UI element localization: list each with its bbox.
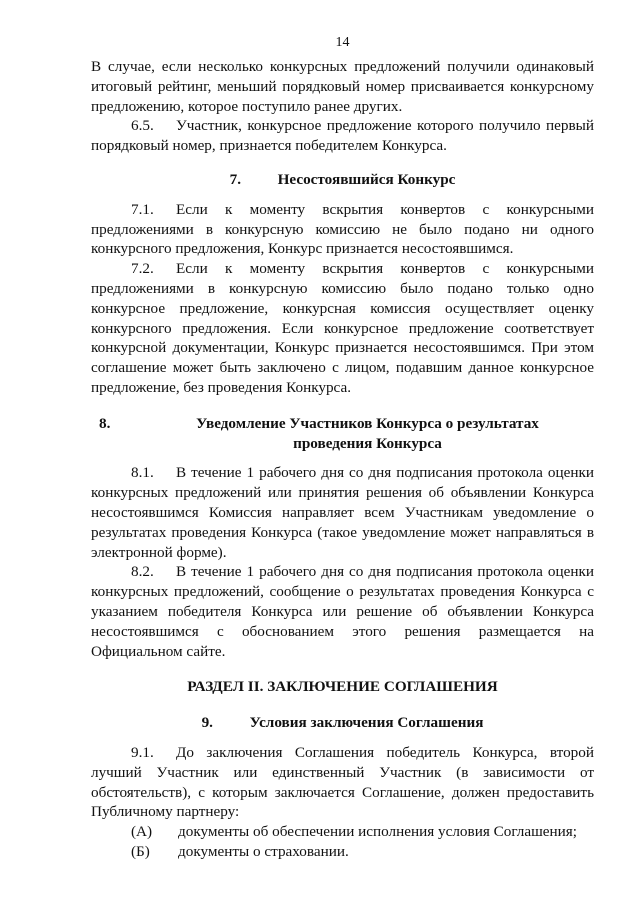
section-number: 9. [201, 714, 213, 732]
paragraph-text: До заключения Соглашения победитель Конкурса, второй лучший Участник или единственный Участник (в зависимости от обстоятельств), с которым заключается Соглашение, должен предоставить Публичному партнеру: [91, 743, 594, 821]
section-8-heading [91, 414, 594, 454]
list-item [91, 822, 594, 842]
paragraph-text: В течение 1 рабочего дня со дня подписания протокола оценки конкурсных предложений или принятия решения об объявлении Конкурса несостоявшимся Комиссия направляет всем Участникам уведомление о результатах проведения Конкурса (такое уведомление может направляться в электронной форме). [91, 464, 594, 561]
section-9-heading [91, 713, 594, 733]
paragraph-text: В течение 1 рабочего дня со дня подписания протокола оценки конкурсных предложений, сообщение о результатах проведения Конкурса с указанием победителя Конкурса или решение об объявлении Конкурса несостоявшимся с обоснованием этого решения размещается на Официальном сайте. [91, 563, 594, 660]
paragraph-text: Если к моменту вскрытия конвертов с конкурсными предложениями в конкурсную комиссию было подано только одно конкурсное предложение, конкурсная комиссия осуществляет оценку конкурсного предложения. Если конкурсное предложение соответствует конкурсной документации, Конкурс признается несостоявшимся. При этом соглашение может быть заключено с лицом, подавшим данное конкурсное предложение, без проведения Конкурса. [91, 260, 594, 396]
paragraph-continuation: В случае, если несколько конкурсных предложений получили одинаковый итоговый рейтинг, меньший порядковый номер присваивается конкурсному предложению, которое поступило ранее других. [91, 58, 594, 115]
list-item-label: (А) [131, 823, 153, 841]
paragraph-6-5 [91, 116, 594, 156]
paragraph-7-1 [91, 200, 594, 259]
paragraph-7-2 [91, 259, 594, 398]
document-page [91, 34, 594, 862]
page-number: 14 [335, 35, 350, 50]
paragraph-number: 7.2. [131, 260, 154, 278]
paragraph-8-2 [91, 562, 594, 661]
section-title: Условия заключения Соглашения [249, 714, 484, 732]
paragraph-number: 8.1. [131, 464, 154, 482]
paragraph-number: 9.1. [131, 743, 154, 761]
section-number: 8. [99, 414, 111, 432]
section-title: Уведомление Участников Конкурса о результатах проведения Конкурса [196, 414, 539, 452]
paragraph-number: 6.5. [131, 117, 154, 135]
paragraph-text: Участник, конкурсное предложение которого получило первый порядковый номер, признается победителем Конкурса. [91, 117, 594, 155]
list-item-text: документы о страховании. [178, 842, 349, 860]
paragraph-number: 8.2. [131, 563, 154, 581]
paragraph-8-1 [91, 463, 594, 562]
part-2-heading: РАЗДЕЛ II. ЗАКЛЮЧЕНИЕ СОГЛАШЕНИЯ [187, 678, 498, 696]
section-number: 7. [229, 170, 241, 188]
paragraph-text: Если к моменту вскрытия конвертов с конкурсными предложениями в конкурсную комиссию не было подано ни одного конкурсного предложения, Конкурс признается несостоявшимся. [91, 200, 594, 258]
list-item [91, 842, 594, 862]
paragraph-9-1 [91, 743, 594, 822]
section-title: Несостоявшийся Конкурс [277, 170, 456, 188]
list-item-label: (Б) [131, 842, 150, 860]
section-7-heading [91, 170, 594, 190]
paragraph-number: 7.1. [131, 200, 154, 218]
list-item-text: документы об обеспечении исполнения условия Соглашения; [178, 823, 578, 841]
